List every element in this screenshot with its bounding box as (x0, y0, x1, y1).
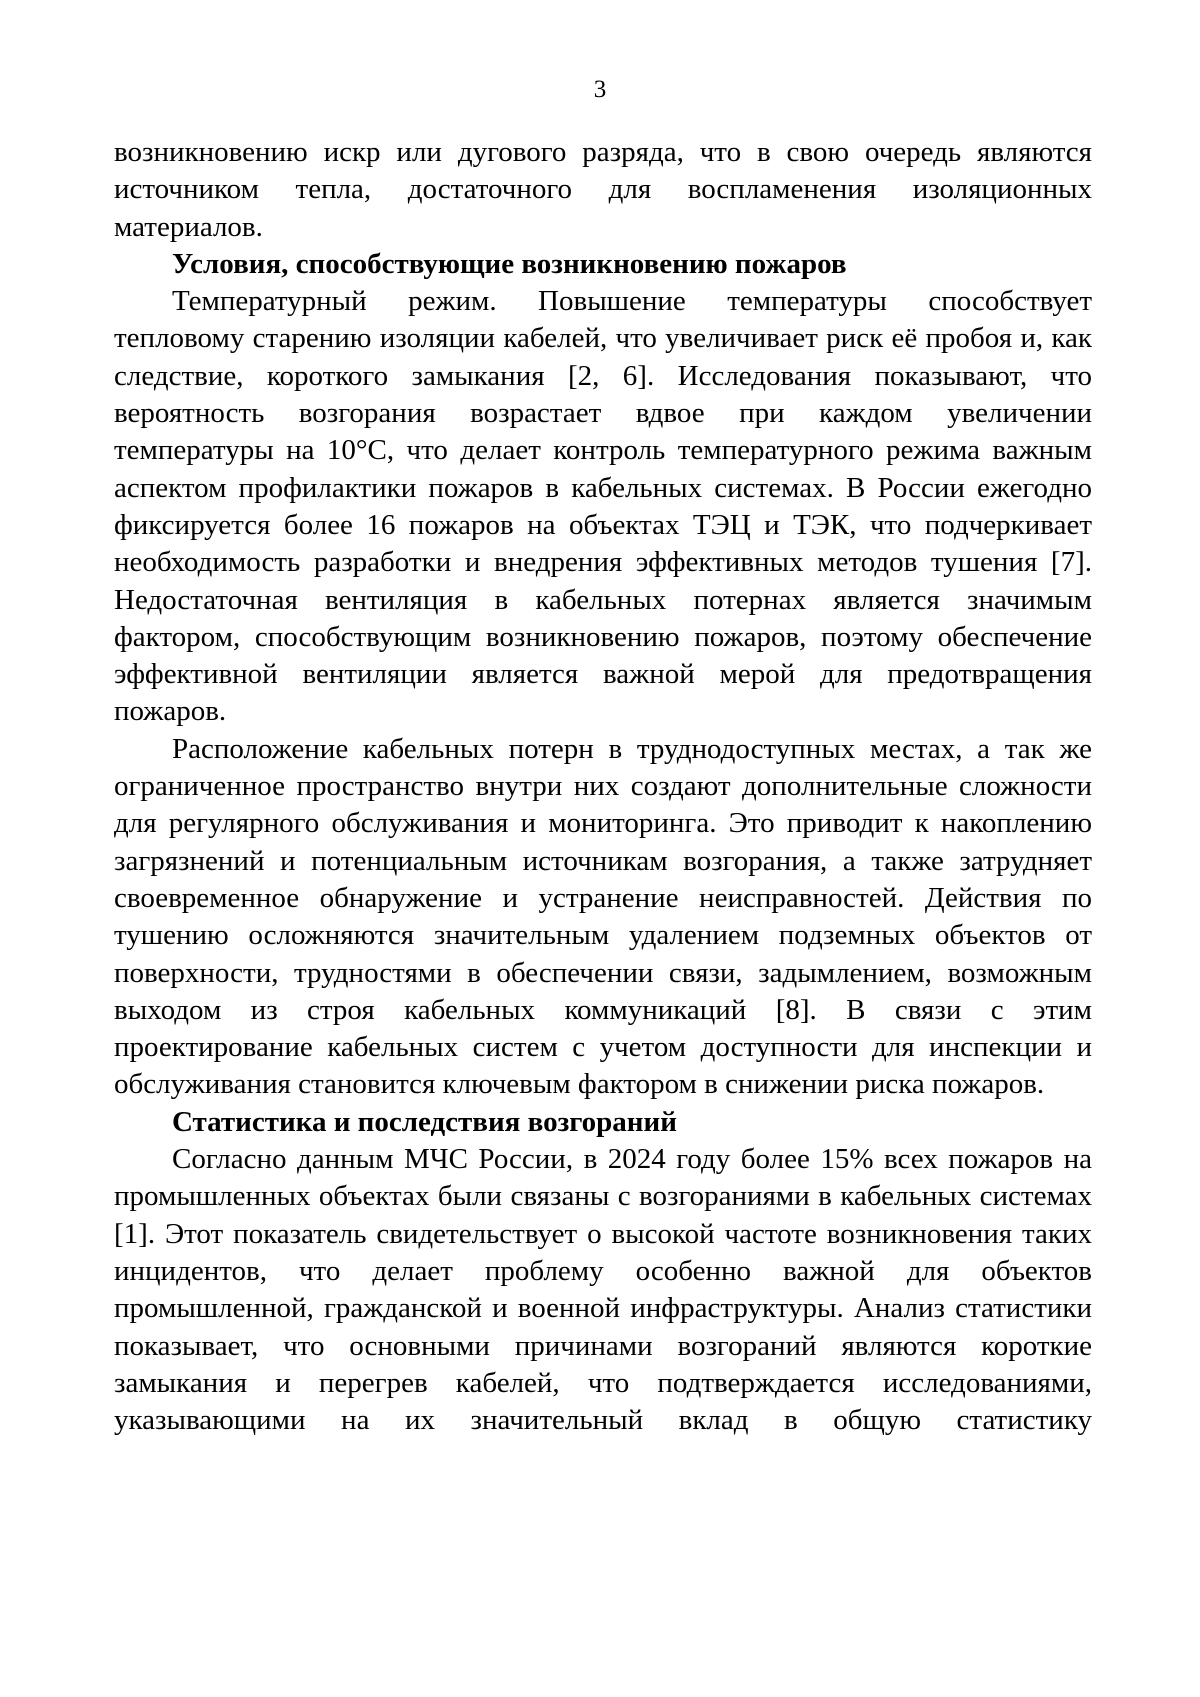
paragraph-cable-tunnel-location: Расположение кабельных потерн в труднодоступных местах, а так же ограниченное пространство внутри них создают дополнительные сложности для регулярного обслуживания и мониторинга. Это приводит к накоплению загрязнений и потенциальным источникам возгорания, а также затрудняет своевременное обнаружение и устранение неисправностей. Действия по тушению осложняются значительным удалением подземных объектов от поверхности, трудностями в обеспечении связи, задымлением, возможным выходом из строя кабельных коммуникаций [8]. В связи с этим проектирование кабельных систем с учетом доступности для инспекции и обслуживания становится ключевым фактором в снижении риска пожаров. (114, 732, 1092, 1101)
paragraph-temperature-regime: Температурный режим. Повышение температуры способствует тепловому старению изоляции кабелей, что увеличивает риск её пробоя и, как следствие, короткого замыкания [2, 6]. Исследования показывают, что вероятность возгорания возрастает вдвое при каждом увеличении температуры на 10°С, что делает контроль температурного режима важным аспектом профилактики пожаров в кабельных системах. В России ежегодно фиксируется более 16 пожаров на объектах ТЭЦ и ТЭК, что подчеркивает необходимость разработки и внедрения эффективных методов тушения [7]. Недостаточная вентиляция в кабельных потернах является значимым фактором, способствующим возникновению пожаров, поэтому обеспечение эффективной вентиляции является важной мерой для предотвращения пожаров. (114, 285, 1092, 728)
body-text (114, 134, 1092, 1439)
paragraph-statistics: Согласно данным МЧС России, в 2024 году более 15% всех пожаров на промышленных объектах были связаны с возгораниями в кабельных системах [1]. Этот показатель свидетельствует о высокой частоте возникновения таких инцидентов, что делает проблему особенно важной для объектов промышленной, гражданской и военной инфраструктуры. Анализ статистики показывает, что основными причинами возгораний являются короткие замыкания и перегрев кабелей, что подтверждается исследованиями, указывающими на их значительный вклад в общую статистику (114, 1143, 1092, 1437)
section-heading-conditions: Условия, способствующие возникновению пожаров (172, 247, 847, 280)
section-heading-statistics: Статистика и последствия возгораний (172, 1105, 677, 1138)
page-number: 3 (593, 76, 607, 103)
paragraph-continuation: возникновению искр или дугового разряда, что в свою очередь являются источником тепла, достаточного для воспламенения изоляционных материалов. (114, 136, 1092, 243)
